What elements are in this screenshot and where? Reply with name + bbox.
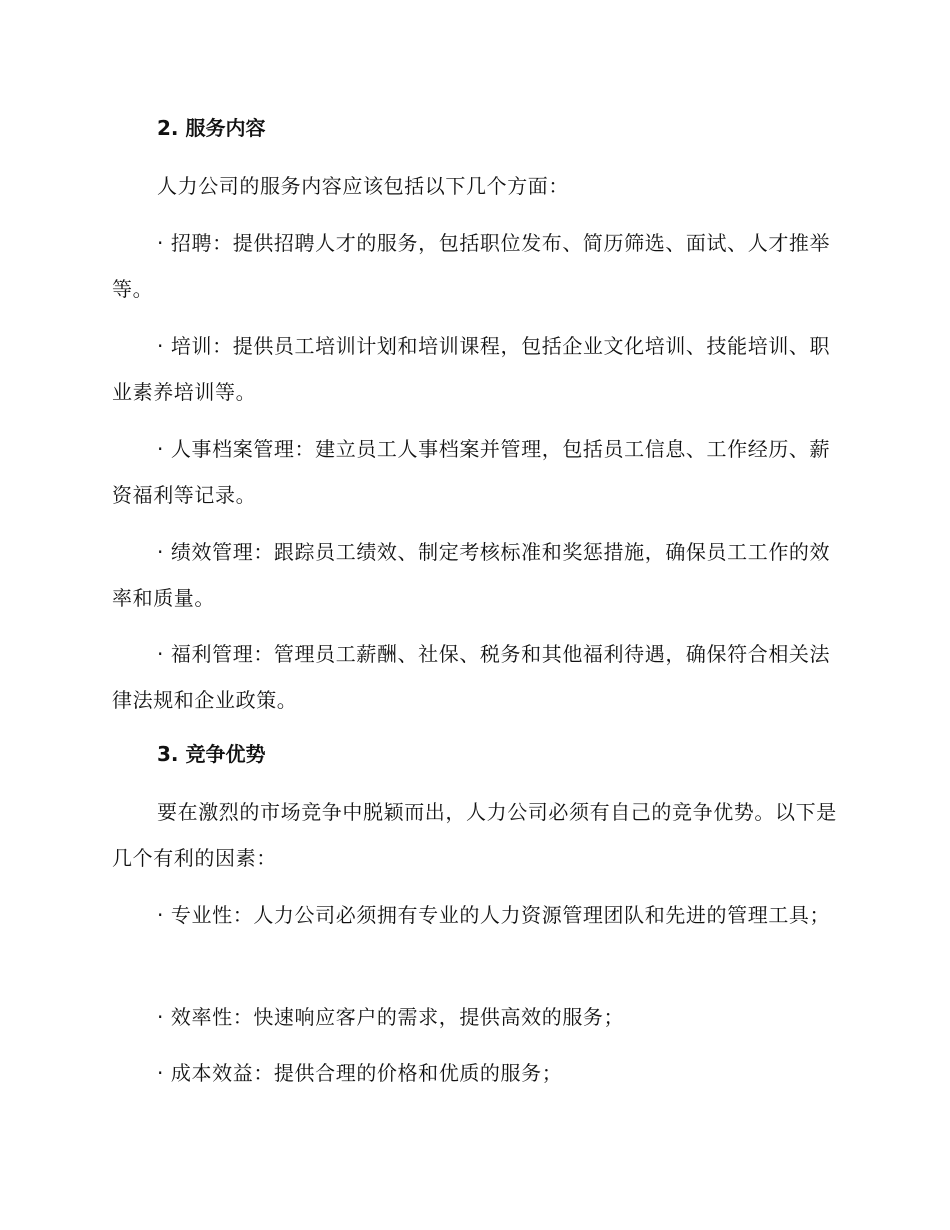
bullet-professionalism: · 专业性：人力公司必须拥有专业的人力资源管理团队和先进的管理工具；: [157, 903, 831, 927]
bullet-recruitment: · 招聘：提供招聘人才的服务，包括职位发布、简历筛选、面试、人才推举等。: [112, 231, 831, 301]
section-heading-advantages: 3. 竞争优势: [157, 742, 266, 766]
bullet-efficiency: · 效率性：快速响应客户的需求，提供高效的服务；: [157, 1005, 625, 1029]
services-intro: 人力公司的服务内容应该包括以下几个方面：: [157, 174, 569, 198]
bullet-hr-records: · 人事档案管理：建立员工人事档案并管理，包括员工信息、工作经历、薪资福利等记录。: [112, 437, 831, 507]
bullet-training: · 培训：提供员工培训计划和培训课程，包括企业文化培训、技能培训、职业素养培训等。: [112, 334, 831, 404]
bullet-benefits: · 福利管理：管理员工薪酬、社保、税务和其他福利待遇，确保符合相关法律法规和企业政策。: [112, 642, 831, 712]
bullet-cost-effectiveness: · 成本效益：提供合理的价格和优质的服务；: [157, 1061, 563, 1085]
bullet-performance: · 绩效管理：跟踪员工绩效、制定考核标准和奖惩措施，确保员工工作的效率和质量。: [112, 540, 831, 610]
advantages-intro: 要在激烈的市场竞争中脱颖而出，人力公司必须有自己的竞争优势。以下是几个有利的因素：: [112, 800, 837, 870]
section-heading-services: 2. 服务内容: [157, 116, 266, 140]
